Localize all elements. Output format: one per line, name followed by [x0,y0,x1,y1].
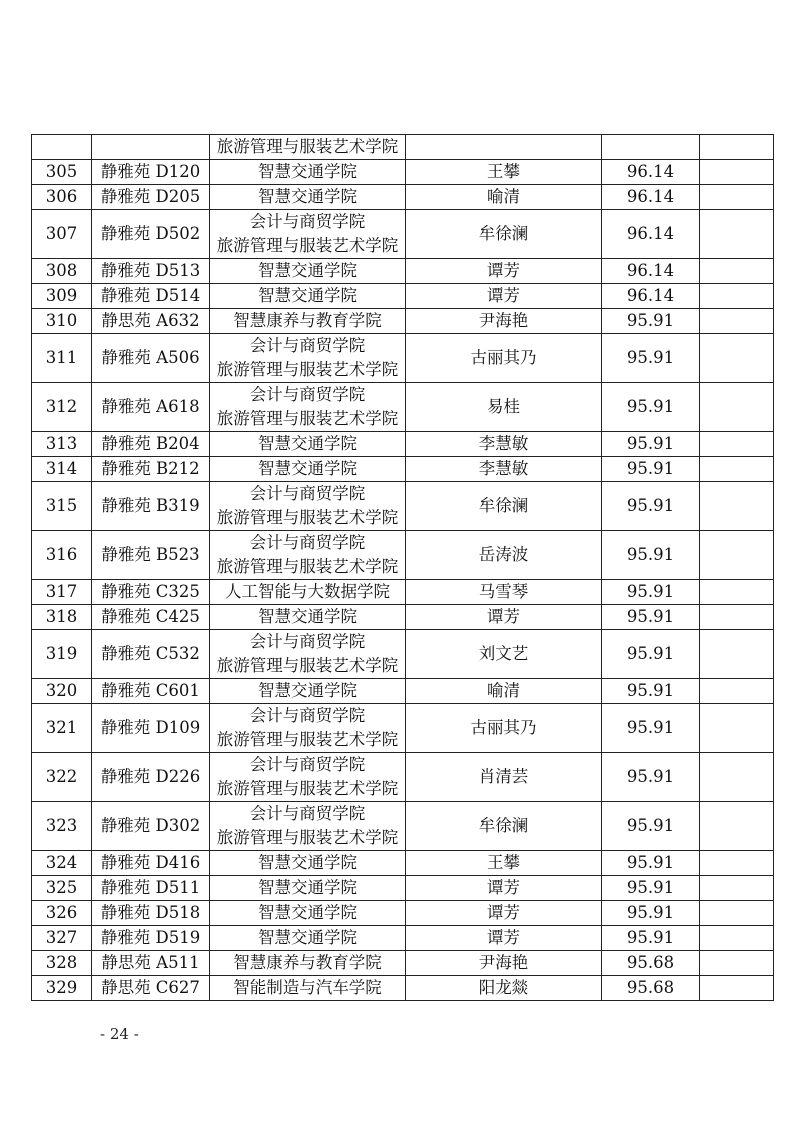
score-cell: 95.91 [602,605,700,630]
table-row [32,482,774,531]
dormitory-cell: 静雅苑 D514 [92,284,210,309]
table-row [32,901,774,926]
score-cell: 95.91 [602,901,700,926]
dormitory-cell: 静雅苑 D302 [92,802,210,851]
score-cell: 95.91 [602,482,700,531]
table-row [32,457,774,482]
college-cell [210,605,406,630]
student-name-cell: 马雪琴 [406,580,602,605]
row-number-cell: 327 [32,926,92,951]
table-row [32,185,774,210]
college-line: 智慧康养与教育学院 [233,953,382,972]
college-line: 会计与商贸学院 [249,706,366,725]
college-line: 旅游管理与服装艺术学院 [216,236,399,255]
college-line: 会计与商贸学院 [249,755,366,774]
college-line: 智慧交通学院 [258,607,357,626]
dormitory-cell: 静雅苑 C325 [92,580,210,605]
table-row [32,284,774,309]
score-cell: 95.91 [602,309,700,334]
score-cell: 95.68 [602,951,700,976]
row-number-cell: 325 [32,876,92,901]
row-number-cell: 323 [32,802,92,851]
college-cell [210,802,406,851]
note-cell [700,383,774,432]
row-number-cell: 320 [32,679,92,704]
student-name-cell: 易桂 [406,383,602,432]
dormitory-cell: 静雅苑 A506 [92,334,210,383]
student-name-cell: 刘文艺 [406,630,602,679]
college-line: 旅游管理与服装艺术学院 [216,508,399,527]
college-line: 旅游管理与服装艺术学院 [216,409,399,428]
table-row [32,926,774,951]
score-cell: 95.91 [602,457,700,482]
dormitory-cell: 静思苑 A511 [92,951,210,976]
college-line: 智能制造与汽车学院 [233,978,382,997]
table-row [32,753,774,802]
note-cell [700,926,774,951]
dormitory-cell: 静雅苑 D513 [92,259,210,284]
college-cell [210,383,406,432]
student-name-cell: 谭芳 [406,926,602,951]
score-cell: 95.91 [602,802,700,851]
row-number-cell: 315 [32,482,92,531]
college-line: 智慧交通学院 [258,681,357,700]
row-number-cell: 318 [32,605,92,630]
note-cell [700,851,774,876]
dormitory-cell: 静雅苑 B319 [92,482,210,531]
note-cell [700,951,774,976]
row-number-cell: 316 [32,531,92,580]
college-line: 会计与商贸学院 [249,632,366,651]
score-cell: 96.14 [602,259,700,284]
college-cell [210,210,406,259]
dormitory-cell: 静雅苑 B204 [92,432,210,457]
note-cell [700,160,774,185]
college-cell [210,580,406,605]
dormitory-cell: 静雅苑 A618 [92,383,210,432]
college-cell [210,185,406,210]
table-row [32,802,774,851]
college-cell [210,901,406,926]
row-number-cell: 321 [32,704,92,753]
college-line: 会计与商贸学院 [249,484,366,503]
score-cell: 96.14 [602,210,700,259]
dormitory-cell: 静雅苑 D205 [92,185,210,210]
table-row [32,160,774,185]
note-cell [700,679,774,704]
college-line: 智慧康养与教育学院 [233,311,382,330]
college-cell [210,976,406,1001]
row-number-cell: 312 [32,383,92,432]
note-cell [700,976,774,1001]
table-row [32,605,774,630]
row-number-cell: 305 [32,160,92,185]
student-name-cell: 牟徐澜 [406,482,602,531]
table-row [32,679,774,704]
row-number-cell: 306 [32,185,92,210]
college-cell [210,309,406,334]
note-cell [700,876,774,901]
note-cell [700,630,774,679]
dormitory-cell: 静雅苑 C425 [92,605,210,630]
student-name-cell: 喻清 [406,679,602,704]
note-cell [700,334,774,383]
student-name-cell: 王攀 [406,851,602,876]
college-cell [210,482,406,531]
row-number-cell: 309 [32,284,92,309]
score-cell: 95.91 [602,679,700,704]
note-cell [700,457,774,482]
note-cell [700,901,774,926]
row-number-cell: 322 [32,753,92,802]
college-cell [210,259,406,284]
row-number-cell: 328 [32,951,92,976]
college-line: 会计与商贸学院 [249,804,366,823]
college-cell [210,630,406,679]
table-row [32,432,774,457]
college-line: 智慧交通学院 [258,187,357,206]
row-number-cell: 314 [32,457,92,482]
dormitory-cell: 静雅苑 B523 [92,531,210,580]
score-cell: 95.68 [602,976,700,1001]
college-line: 会计与商贸学院 [249,385,366,404]
dormitory-cell [92,135,210,160]
college-cell [210,951,406,976]
note-cell [700,605,774,630]
college-line: 智慧交通学院 [258,903,357,922]
college-line: 旅游管理与服装艺术学院 [216,779,399,798]
dormitory-cell: 静雅苑 D518 [92,901,210,926]
college-line: 智慧交通学院 [258,878,357,897]
table-row [32,976,774,1001]
table-row [32,309,774,334]
page-number: - 24 - [100,1025,139,1043]
row-number-cell: 308 [32,259,92,284]
dormitory-cell: 静雅苑 D416 [92,851,210,876]
score-cell: 96.14 [602,284,700,309]
college-line: 会计与商贸学院 [249,336,366,355]
row-number-cell: 326 [32,901,92,926]
college-cell [210,704,406,753]
table-row [32,334,774,383]
note-cell [700,432,774,457]
table-row [32,383,774,432]
college-cell [210,679,406,704]
row-number-cell: 329 [32,976,92,1001]
college-line: 旅游管理与服装艺术学院 [216,656,399,675]
score-cell: 95.91 [602,926,700,951]
college-cell [210,284,406,309]
row-number-cell: 313 [32,432,92,457]
note-cell [700,704,774,753]
note-cell [700,753,774,802]
student-name-cell: 牟徐澜 [406,210,602,259]
score-cell: 95.91 [602,334,700,383]
score-cell: 95.91 [602,851,700,876]
student-name-cell: 谭芳 [406,284,602,309]
college-line: 旅游管理与服装艺术学院 [216,730,399,749]
college-line: 智慧交通学院 [258,434,357,453]
row-number-cell [32,135,92,160]
college-cell [210,926,406,951]
college-cell [210,531,406,580]
score-cell [602,135,700,160]
student-name-cell: 尹海艳 [406,951,602,976]
table-row [32,704,774,753]
college-line: 旅游管理与服装艺术学院 [216,360,399,379]
college-line: 人工智能与大数据学院 [225,582,390,601]
college-line: 智慧交通学院 [258,928,357,947]
score-cell: 95.91 [602,383,700,432]
note-cell [700,531,774,580]
student-name-cell: 喻清 [406,185,602,210]
row-number-cell: 307 [32,210,92,259]
score-cell: 95.91 [602,753,700,802]
dormitory-score-table [31,134,774,1001]
college-line: 旅游管理与服装艺术学院 [216,828,399,847]
note-cell [700,210,774,259]
table-row [32,630,774,679]
college-line: 会计与商贸学院 [249,212,366,231]
student-name-cell: 谭芳 [406,259,602,284]
student-name-cell: 古丽其乃 [406,334,602,383]
student-name-cell: 岳涛波 [406,531,602,580]
student-name-cell: 古丽其乃 [406,704,602,753]
dormitory-cell: 静雅苑 C532 [92,630,210,679]
college-cell [210,432,406,457]
dormitory-cell: 静雅苑 C601 [92,679,210,704]
college-line: 智慧交通学院 [258,162,357,181]
table-row [32,851,774,876]
score-cell: 96.14 [602,185,700,210]
score-cell: 95.91 [602,531,700,580]
college-cell [210,876,406,901]
note-cell [700,309,774,334]
dormitory-cell: 静雅苑 D502 [92,210,210,259]
college-cell [210,457,406,482]
dormitory-cell: 静雅苑 D226 [92,753,210,802]
table-row [32,135,774,160]
score-cell: 95.91 [602,876,700,901]
score-cell: 95.91 [602,704,700,753]
student-name-cell: 谭芳 [406,876,602,901]
note-cell [700,482,774,531]
score-cell: 95.91 [602,432,700,457]
dormitory-cell: 静雅苑 D109 [92,704,210,753]
row-number-cell: 317 [32,580,92,605]
college-line: 旅游管理与服装艺术学院 [216,557,399,576]
college-cell [210,753,406,802]
student-name-cell: 王攀 [406,160,602,185]
note-cell [700,284,774,309]
table-row [32,876,774,901]
dormitory-cell: 静思苑 C627 [92,976,210,1001]
dormitory-cell: 静雅苑 D519 [92,926,210,951]
row-number-cell: 310 [32,309,92,334]
college-line: 智慧交通学院 [258,459,357,478]
college-line: 会计与商贸学院 [249,533,366,552]
note-cell [700,802,774,851]
row-number-cell: 311 [32,334,92,383]
student-name-cell [406,135,602,160]
table-row [32,210,774,259]
table-body [32,135,774,1001]
college-line: 智慧交通学院 [258,261,357,280]
student-name-cell: 李慧敏 [406,432,602,457]
student-name-cell: 谭芳 [406,605,602,630]
note-cell [700,185,774,210]
table-row [32,259,774,284]
table-row [32,531,774,580]
college-line: 旅游管理与服装艺术学院 [216,137,399,156]
score-cell: 96.14 [602,160,700,185]
score-cell: 95.91 [602,580,700,605]
college-cell [210,851,406,876]
college-cell [210,334,406,383]
student-name-cell: 肖清芸 [406,753,602,802]
table-row [32,951,774,976]
college-line: 智慧交通学院 [258,853,357,872]
student-name-cell: 阳龙燚 [406,976,602,1001]
dormitory-cell: 静雅苑 D511 [92,876,210,901]
college-line: 智慧交通学院 [258,286,357,305]
college-cell [210,160,406,185]
row-number-cell: 319 [32,630,92,679]
dormitory-cell: 静雅苑 D120 [92,160,210,185]
student-name-cell: 牟徐澜 [406,802,602,851]
college-cell [210,135,406,160]
student-name-cell: 李慧敏 [406,457,602,482]
student-name-cell: 谭芳 [406,901,602,926]
dormitory-cell: 静雅苑 B212 [92,457,210,482]
note-cell [700,135,774,160]
dormitory-cell: 静思苑 A632 [92,309,210,334]
row-number-cell: 324 [32,851,92,876]
note-cell [700,259,774,284]
score-cell: 95.91 [602,630,700,679]
note-cell [700,580,774,605]
table-row [32,580,774,605]
student-name-cell: 尹海艳 [406,309,602,334]
